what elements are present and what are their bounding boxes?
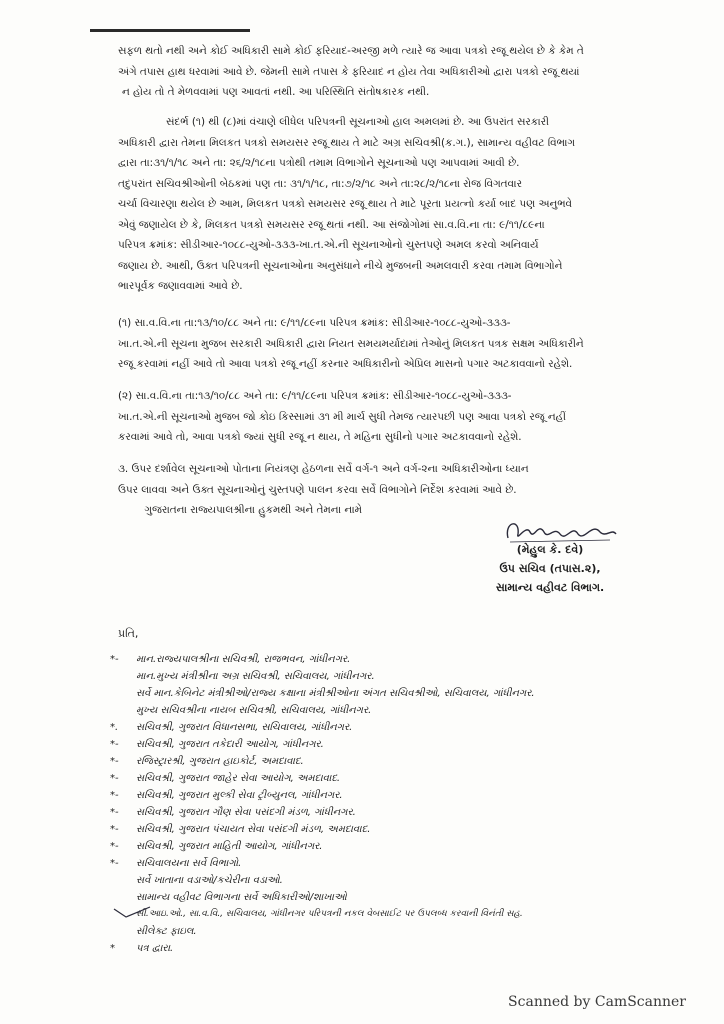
list-item: * પત્ર દ્વારા. [110, 943, 174, 954]
text-line: ચર્ચા વિચારણા થયેલ છે આમ, મિલકત પત્રકો સમયસર રજૂ થાય તે માટે પૂરતા પ્રયત્નો કર્યા બાદ પણ અનુભવે [118, 198, 572, 210]
text-line: (૨) સા.વ.વિ.ના તા:૧૩/૧૦/૮૮ અને તા: ૯/૧૧/૮૯ના પરિપત્ર ક્રમાંક: સીડીઆર-૧૦૮૮-યુઓ-૩૩૩- [118, 390, 512, 402]
list-item: *. સચિવશ્રી, ગુજરાત વિધાનસભા, સચિવાલય, ગાંધીનગર. [110, 722, 353, 733]
text-line: સંદર્ભ (૧) થી (૮)માં વંચાણે લીધેલ પરિપત્રની સૂચનાઓ હાલ અમલમાં છે. આ ઉપરાંત સરકારી [166, 116, 549, 128]
list-item: *- સચિવશ્રી, ગુજરાત માહિતી આયોગ, ગાંધીનગર. [110, 841, 323, 852]
list-item: *- સચિવશ્રી, ગુજરાત જાહેર સેવા આયોગ, અમદાવાદ. [110, 773, 341, 784]
list-item: સીલેક્ટ ફાઇલ. [136, 926, 197, 937]
text-line: જણાય છે. આથી, ઉક્ત પરિપત્રની સૂચનાઓના અનુસંધાને નીચે મુજબની અમલવારી કરવા તમામ વિભાગોને [118, 259, 563, 272]
list-item: *- રજિસ્ટ્રારશ્રી, ગુજરાત હાઇકોર્ટ, અમદાવાદ. [110, 756, 304, 767]
paragraph-intro [118, 41, 630, 103]
list-item: *- સચિવશ્રી, ગુજરાત ગૌણ સેવા પસંદગી મંડળ, ગાંધીનગર. [110, 807, 356, 818]
list-item: મુખ્ય સચિવશ્રીના નાયબ સચિવશ્રી, સચિવાલય, ગાંધીનગર. [136, 705, 372, 716]
text-line: અંગે તપાસ હાથ ધરવામાં આવે છે. જેમની સામે તપાસ કે ફરિયાદ ન હોય તેવા અધિકારીઓ દ્વારા પત્રકો રજૂ થયાં [118, 65, 580, 78]
signatory-name: (મેહુલ કે. દવે) [516, 543, 584, 556]
list-item: *- સચિવશ્રી, ગુજરાત તકેદારી આયોગ, ગાંધીનગર. [110, 739, 324, 750]
list-item: *- માન.રાજ્યપાલશ્રીના સચિવશ્રી, રાજભવન, ગાંધીનગર. [110, 654, 351, 665]
text-line: ખા.ત.એ.ની સૂચનાઓ મુજબ જો કોઇ કિસ્સામાં ૩૧ મી માર્ચ સુધી તેમજ ત્યારપછી પણ આવા પત્રકો રજૂ નહીં [118, 410, 566, 423]
text-line: ભારપૂર્વક જણાવવામાં આવે છે. [118, 280, 243, 292]
handwritten-mark [112, 905, 152, 919]
list-item: સર્વે માન.કેબિનેટ મંત્રીશ્રીઓ/રાજ્ય કક્ષાના મંત્રીશ્રીઓના અંગત સચિવશ્રીઓ, સચિવાલય, ગાંધીનગર. [136, 688, 535, 699]
signatory-designation: ઉપ સચિવ (તપાસ.૨), [499, 562, 601, 575]
signatory-block [470, 518, 630, 597]
signatory-department: સામાન્ય વહીવટ વિભાગ. [495, 581, 605, 594]
text-line: ન હોય તો તે મેળવવામાં પણ આવતાં નથી. આ પરિસ્થિતિ સંતોષકારક નથી. [122, 86, 430, 98]
top-rule [90, 29, 250, 32]
list-item: સી.આઇ.ઓ., સા.વ.વિ., સચિવાલય, ગાંધીનગર પરિપત્રની નકલ વેબસાઈટ પર ઉપલબ્ધ કરવાની વિનંતી સહ. [136, 909, 523, 919]
text-line: ઉપર લાવવા અને ઉક્ત સૂચનાઓનું ચુસ્તપણે પાલન કરવા સર્વે વિભાગોને નિર્દેશ કરવામાં આવે છે. [118, 483, 517, 496]
list-item: *- સચિવાલયના સર્વે વિભાગો. [110, 858, 242, 869]
text-line: અધિકારી દ્વારા તેમના મિલકત પત્રકો સમયસર રજૂ થાય તે માટે અગ્ર સચિવશ્રી(ક.ગ.), સામાન્ય વહીવટ વિભાગ [118, 136, 576, 149]
text-line: (૧) સા.વ.વિ.ના તા:૧૩/૧૦/૮૮ અને તા: ૯/૧૧/૮૯ના પરિપત્ર ક્રમાંક: સીડીઆર-૧૦૮૮-યુઓ-૩૩૩- [118, 317, 511, 329]
list-item: *- સચિવશ્રી, ગુજરાત પંચાયત સેવા પસંદગી મંડળ, અમદાવાદ. [110, 824, 371, 835]
text-line: ૩. ઉપર દર્શાવેલ સૂચનાઓ પોતાના નિયંત્રણ હેઠળના સર્વે વર્ગ-૧ અને વર્ગ-૨ના અધિકારીઓના ધ્યાન [118, 463, 529, 475]
list-item: *- સચિવશ્રી, ગુજરાત મુલ્કી સેવા ટ્રીબ્યુનલ, ગાંધીનગર. [110, 790, 343, 801]
paragraph-2 [118, 112, 630, 297]
list-item: માન.મુખ્ય મંત્રીશ્રીના અગ્ર સચિવશ્રી, સચિવાલય, ગાંધીનગર. [136, 671, 375, 682]
text-line: પરિપત્ર ક્રમાંક: સીડીઆર-૧૦૮૮-યુઓ-૩૩૩-ખા.ત.એ.ની સૂચનાઓનો ચુસ્તપણે અમલ કરવો અનિવાર્ય [118, 239, 539, 251]
text-line: ખા.ત.એ.ની સૂચના મુજબ સરકારી અધિકારી દ્વારા નિયત સમયમર્યાદામાં તેઓનું મિલકત પત્રક સક્ષમ અધિકારીને [118, 337, 584, 350]
text-line: કરવામાં આવે તો, આવા પત્રકો જ્યાં સુધી રજૂ ન થાય, તે મહિના સુધીનો પગાર અટકાવવાનો રહેશે. [118, 431, 522, 443]
list-item: સામાન્ય વહીવટ વિભાગના સર્વે અધિકારીઓ/શાખાઓ [136, 892, 347, 903]
text-line: રજૂ કરવામાં નહીં આવે તો આવા પત્રકો રજૂ નહીં કરનાર અધિકારીનો એપ્રિલ માસનો પગાર અટકાવવાનો રહેશે. [118, 358, 573, 370]
text-line: તદુપરાંત સચિવશ્રીઓની બેઠકમાં પણ તા: ૩૧/૧/૧૮, તા:૭/૨/૧૮ અને તા:૨૮/૨/૧૮ના રોજ વિગતવાર [118, 177, 522, 190]
scanner-watermark: Scanned by CamScanner [508, 994, 686, 1010]
distribution-list [110, 651, 630, 957]
distribution-heading: પ્રતિ, [118, 627, 139, 640]
text-line: સફળ થતો નથી અને કોઈ અધિકારી સામે કોઈ ફરિયાદ-અરજી મળે ત્યારે જ આવા પત્રકો રજૂ થયેલ છે કે કેમ તે [118, 45, 584, 57]
paragraph-item-2 [118, 386, 630, 448]
paragraph-item-1 [118, 313, 630, 375]
text-line: એવું જણાયેલ છે કે, મિલકત પત્રકો સમયસર રજૂ થતાં નથી. આ સંજોગોમાં સા.વ.વિ.ના તા: ૯/૧૧/૮૯ના [118, 218, 545, 231]
text-line: દ્વારા તા:૩૧/૧/૧૮ અને તા: ૨૬/૨/૧૮ના પત્રોથી તમામ વિભાગોને સૂચનાઓ પણ આપવામાં આવી છે. [118, 157, 520, 169]
list-item: સર્વે ખાતાના વડાઓ/કચેરીના વડાઓ. [136, 875, 283, 886]
text-line: ગુજરાતના રાજ્યપાલશ્રીના હુકમથી અને તેમના નામે [118, 504, 362, 516]
